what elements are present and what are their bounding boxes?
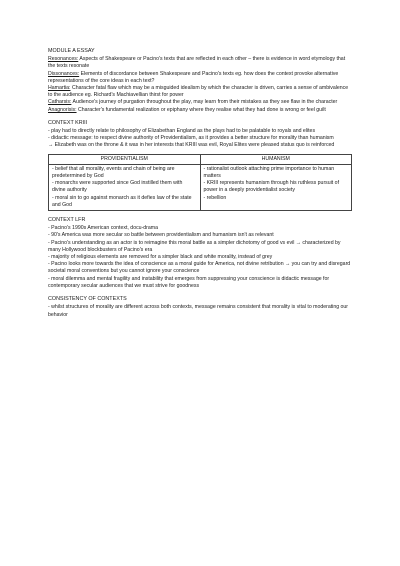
section-line: - Pacino's 1990s American context, docu-drama — [48, 225, 158, 232]
section-title: CONTEXT KRIII — [48, 119, 88, 126]
comparison-table — [48, 154, 352, 211]
section-line: → Elizabeth was on the throne & it was in her interests that KRIII was evil, Royal Elites were pleased status quo is reinforced — [48, 142, 335, 149]
definition-hamartia — [48, 85, 352, 99]
section-line: - moral dilemma and mental fragility and instability that emerges from suppressing your conscience is didactic message for contemporary secular audiences that we must strive for goodness — [48, 275, 330, 289]
section-line: - Pacino looks more towards the idea of conscience as a moral guide for America, not divine retribution → you can try and disregard societal moral conventions but you cannot ignore your conscience — [48, 261, 351, 275]
table-cell-line: - monarchs were supported since God instilled them with divine authority — [52, 180, 183, 194]
definition-dissonances — [48, 71, 352, 85]
providentialism-cell — [49, 164, 201, 210]
definition-catharsis — [48, 99, 352, 106]
definitions-list — [48, 56, 352, 114]
table-header-row — [49, 154, 352, 164]
term-label: Dissonances: — [48, 70, 80, 77]
term-label: Anagnorisis: — [48, 106, 77, 113]
section-line: - majority of religious elements are removed for a simpler black and white morality, instead of grey — [48, 254, 273, 261]
header-humanism: HUMANISM — [200, 154, 352, 164]
section-line: - play had to directly relate to philosophy of Elizabethan England as the plays had to be palatable to royals and elites — [48, 128, 316, 135]
section-context-krii — [48, 120, 352, 150]
humanism-cell — [200, 164, 352, 210]
section-line: - whilst structures of morality are different across both contexts, message remains consistent that morality is vital to moderating our behavior — [48, 304, 349, 318]
document-heading: MODULE A ESSAY — [48, 48, 95, 54]
section-consistency — [48, 296, 352, 319]
term-text: Audience's journey of purgation throughout the play, may learn from their mistakes as they see flaw in the character — [71, 99, 338, 106]
section-line: - Pacino's understanding as an actor is to reimagine this moral battle as a simpler dichotomy of good vs evil → characterized by many Hollywood blockbusters of Pacino's era — [48, 239, 341, 253]
table-cell-line: - KRIII represents humanism through his ruthless pursuit of power in a deeply providentialist society — [203, 180, 340, 194]
term-label: Catharsis: — [48, 99, 72, 106]
table-cell-line: - belief that all morality, events and chain of being are predetermined by God — [52, 165, 175, 180]
table-cell-line: - rationalist outlook attaching prime importance to human matters — [203, 165, 335, 180]
section-title: CONSISTENCY OF CONTEXTS — [48, 296, 127, 303]
table-cell-line: - moral sin to go against monarch as it defies law of the state and God — [52, 194, 192, 208]
term-text: Character's fundamental realization or epiphany where they realise what they had done is wrong or feel guilt — [76, 106, 326, 113]
section-title: CONTEXT LFR — [48, 217, 86, 224]
term-text: Character fatal flaw which may be a misguided idealism by which the character is driven, carries a sense of ambivalence to the audience eg. Richard's Machiavellian thirst for power — [48, 85, 349, 99]
term-label: Resonances: — [48, 56, 79, 63]
table-row — [49, 164, 352, 210]
table-cell-line: - rebellion — [203, 194, 227, 201]
header-providentialism: PROVIDENTIALISM — [49, 154, 201, 164]
definition-anagnorisis — [48, 107, 352, 114]
section-line: - 90's America was more secular so battle between providentialism and humanism isn't as relevant — [48, 232, 274, 239]
section-context-lfr — [48, 217, 352, 290]
term-label: Hamartia: — [48, 85, 71, 92]
term-text: Aspects of Shakespeare or Pacino's texts that are reflected in each other – there is evidence in word etymology that the texts resonate — [48, 56, 346, 70]
section-line: - didactic message: to respect divine authority of Providentialism, as it provides a better structure for morality than humanism — [48, 135, 334, 142]
definition-resonances — [48, 56, 352, 70]
term-text: Elements of discordance between Shakespeare and Pacino's texts eg. how does the context provoke alternative representations of the core ideas in each text? — [48, 70, 339, 84]
